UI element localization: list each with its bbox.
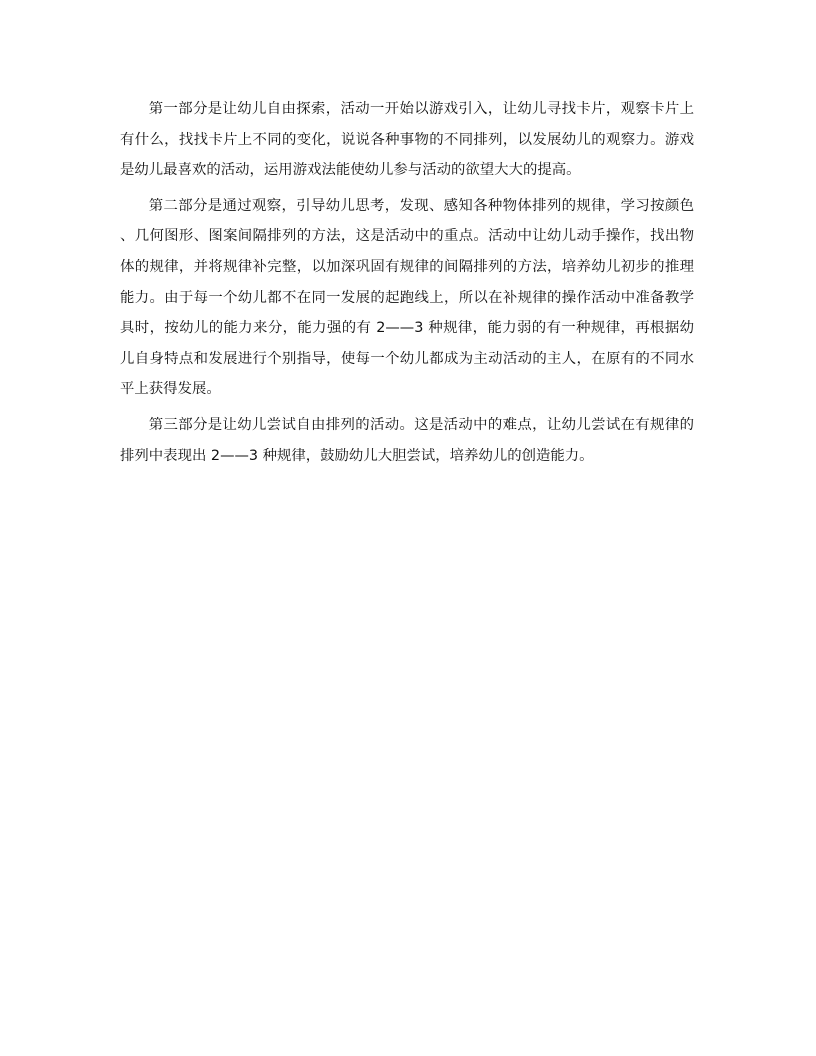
paragraph-part-three: 第三部分是让幼儿尝试自由排列的活动。这是活动中的难点，让幼儿尝试在有规律的排列中表现出 2——3 种规律，鼓励幼儿大胆尝试，培养幼儿的创造能力。 xyxy=(120,416,694,464)
paragraph-part-one: 第一部分是让幼儿自由探索，活动一开始以游戏引入，让幼儿寻找卡片，观察卡片上有什么，找找卡片上不同的变化，说说各种事物的不同排列，以发展幼儿的观察力。游戏是幼儿最喜欢的活动，运用游戏法能使幼儿参与活动的欲望大大的提高。 xyxy=(120,101,694,179)
document-body xyxy=(120,94,694,476)
paragraph-part-two: 第二部分是通过观察，引导幼儿思考，发现、感知各种物体排列的规律，学习按颜色、几何图形、图案间隔排列的方法，这是活动中的重点。活动中让幼儿动手操作，找出物体的规律，并将规律补完整，以加深巩固有规律的间隔排列的方法，培养幼儿初步的推理能力。由于每一个幼儿都不在同一发展的起跑线上，所以在补规律的操作活动中准备教学具时，按幼儿的能力来分，能力强的有 2——3 种规律，能力弱的有一种规律，再根据幼儿自身特点和发展进行个别指导，使每一个幼儿都成为主动活动的主人，在原有的不同水平上获得发展。 xyxy=(120,197,694,398)
